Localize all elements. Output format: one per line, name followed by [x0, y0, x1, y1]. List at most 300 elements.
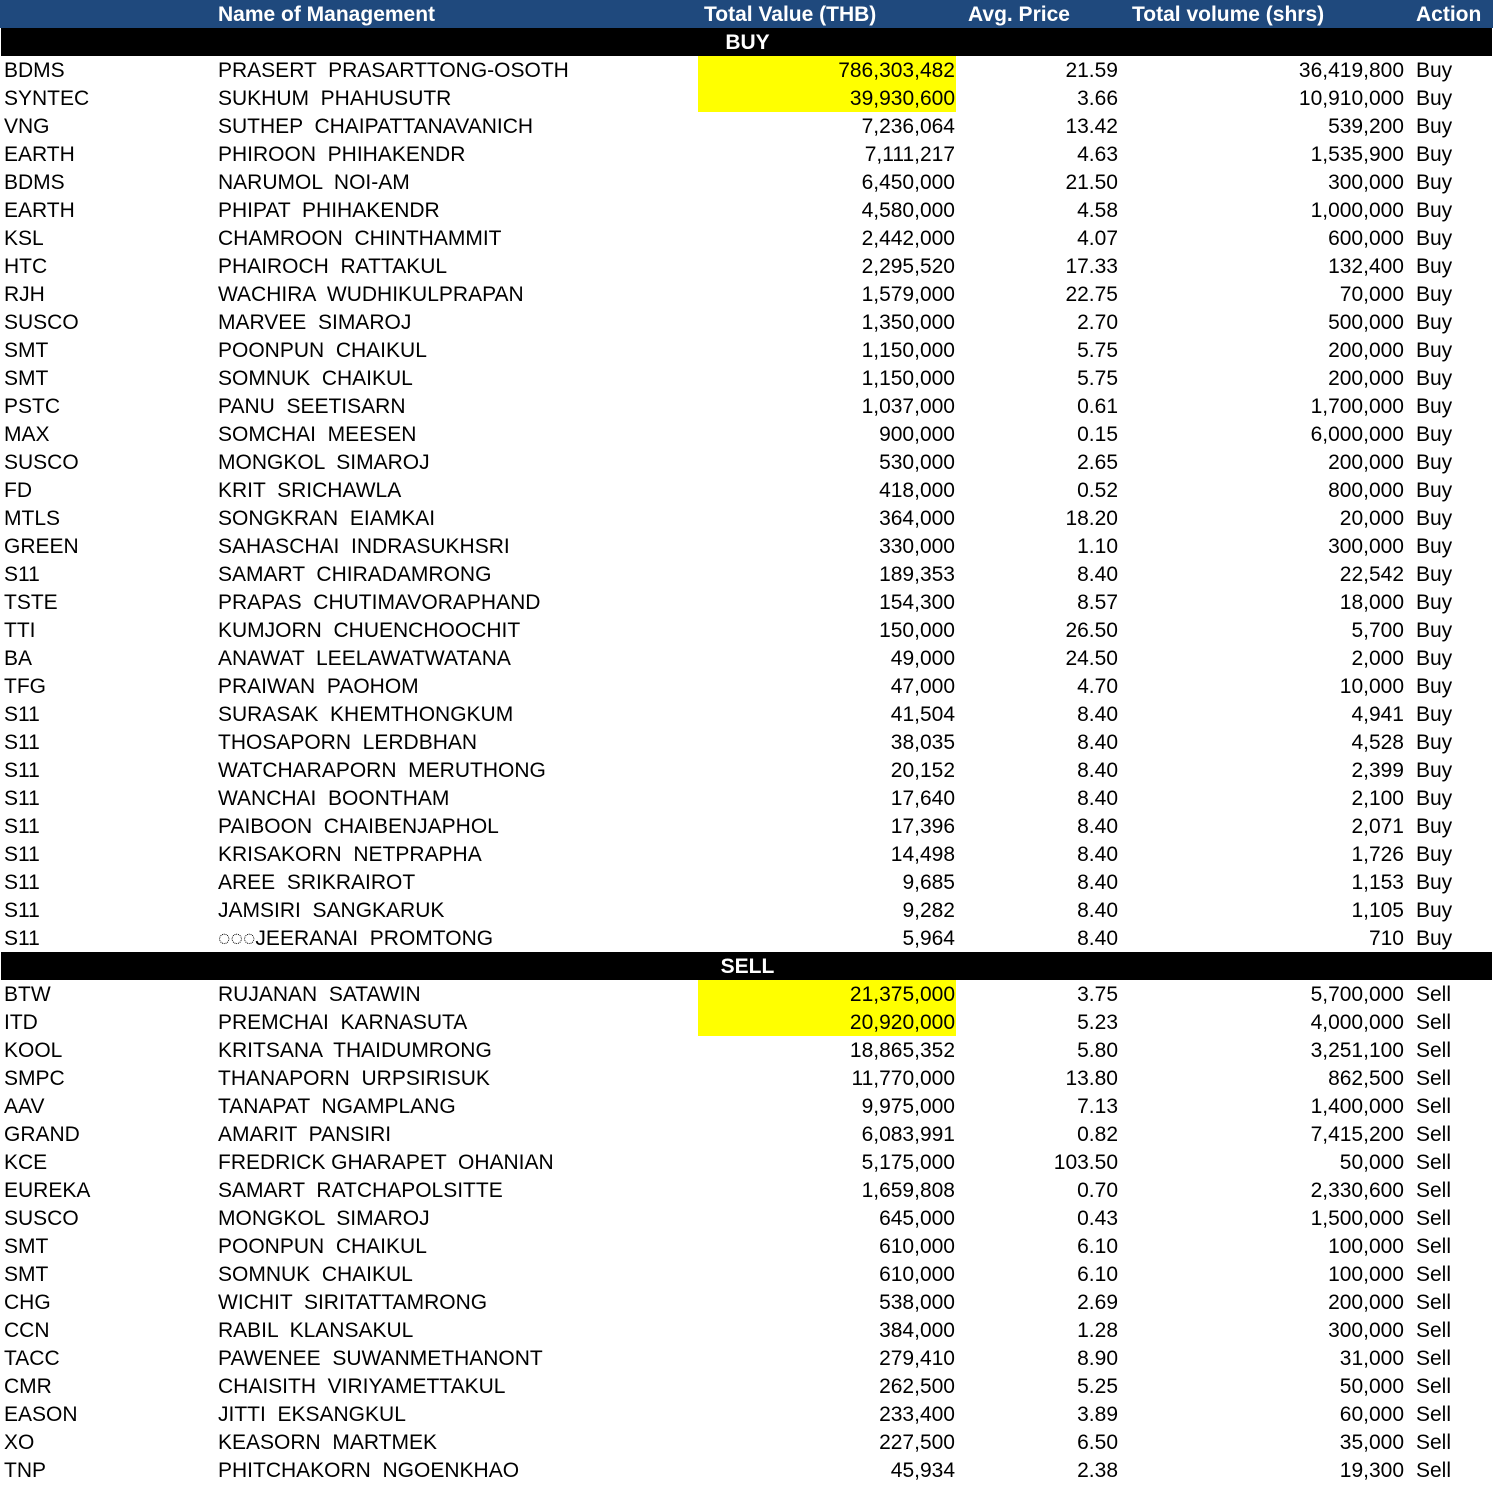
- total-value-cell: 1,659,808: [861, 1179, 955, 1202]
- total-value-cell: 9,685: [902, 871, 955, 894]
- table-row: [0, 644, 1493, 672]
- avg-price-cell: 1.10: [1077, 535, 1118, 558]
- total-value-cell: 5,964: [902, 927, 955, 950]
- total-value-cell: 364,000: [879, 507, 955, 530]
- name-cell: MONGKOL SIMAROJ: [218, 451, 430, 474]
- avg-price-cell: 21.50: [1065, 171, 1118, 194]
- action-cell: Sell: [1416, 1347, 1452, 1370]
- ticker-cell: SUSCO: [4, 451, 79, 474]
- table-row: [0, 84, 1493, 112]
- total-volume-cell: 5,700,000: [1310, 983, 1404, 1006]
- table-row: [0, 1372, 1493, 1400]
- name-cell: SOMNUK CHAIKUL: [218, 1263, 413, 1286]
- ticker-cell: ITD: [4, 1011, 38, 1034]
- total-volume-cell: 1,400,000: [1310, 1095, 1404, 1118]
- ticker-cell: TTI: [4, 619, 36, 642]
- avg-price-cell: 17.33: [1065, 255, 1118, 278]
- total-volume-cell: 19,300: [1339, 1459, 1404, 1482]
- avg-price-cell: 13.42: [1065, 115, 1118, 138]
- table-row: [0, 1456, 1493, 1484]
- ticker-cell: S11: [4, 731, 40, 754]
- avg-price-cell: 21.59: [1065, 59, 1118, 82]
- avg-price-cell: 6.50: [1077, 1431, 1118, 1454]
- ticker-cell: CMR: [4, 1375, 52, 1398]
- name-cell: JITTI EKSANGKUL: [218, 1403, 406, 1426]
- total-volume-cell: 862,500: [1328, 1067, 1404, 1090]
- ticker-cell: TSTE: [4, 591, 58, 614]
- total-value-cell: 41,504: [890, 703, 955, 726]
- name-cell: SAMART RATCHAPOLSITTE: [218, 1179, 503, 1202]
- avg-price-cell: 8.57: [1077, 591, 1118, 614]
- avg-price-cell: 8.90: [1077, 1347, 1118, 1370]
- total-volume-cell: 2,330,600: [1310, 1179, 1404, 1202]
- action-cell: Buy: [1416, 619, 1453, 642]
- name-cell: ANAWAT LEELAWATWATANA: [218, 647, 511, 670]
- name-cell: KRITSANA THAIDUMRONG: [218, 1039, 492, 1062]
- action-cell: Buy: [1416, 759, 1453, 782]
- avg-price-cell: 5.23: [1077, 1011, 1118, 1034]
- name-cell: KRIT SRICHAWLA: [218, 479, 402, 502]
- avg-price-cell: 0.70: [1077, 1179, 1118, 1202]
- total-volume-cell: 20,000: [1339, 507, 1404, 530]
- avg-price-cell: 8.40: [1077, 927, 1118, 950]
- total-value-cell: 1,150,000: [861, 367, 955, 390]
- table-row: [0, 980, 1493, 1008]
- table-row: [0, 392, 1493, 420]
- avg-price-cell: 4.07: [1077, 227, 1118, 250]
- name-cell: NARUMOL NOI-AM: [218, 171, 410, 194]
- action-cell: Buy: [1416, 143, 1453, 166]
- total-volume-cell: 4,941: [1351, 703, 1404, 726]
- total-volume-cell: 200,000: [1328, 1291, 1404, 1314]
- table-body: [0, 28, 1493, 1484]
- avg-price-cell: 2.65: [1077, 451, 1118, 474]
- ticker-cell: S11: [4, 843, 40, 866]
- avg-price-cell: 22.75: [1065, 283, 1118, 306]
- avg-price-cell: 0.43: [1077, 1207, 1118, 1230]
- ticker-cell: S11: [4, 899, 40, 922]
- table-row: [0, 1232, 1493, 1260]
- ticker-cell: SMPC: [4, 1067, 65, 1090]
- ticker-cell: S11: [4, 871, 40, 894]
- total-value-cell: 2,295,520: [861, 255, 955, 278]
- ticker-cell: SUSCO: [4, 311, 79, 334]
- total-volume-cell: 7,415,200: [1310, 1123, 1404, 1146]
- total-volume-cell: 132,400: [1328, 255, 1404, 278]
- ticker-cell: BDMS: [4, 171, 65, 194]
- table-row: [0, 700, 1493, 728]
- table-row: [0, 252, 1493, 280]
- avg-price-cell: 0.61: [1077, 395, 1118, 418]
- total-value-cell: 6,083,991: [861, 1123, 955, 1146]
- header-name: Name of Management: [218, 3, 436, 26]
- action-cell: Buy: [1416, 171, 1453, 194]
- total-volume-cell: 50,000: [1339, 1151, 1404, 1174]
- avg-price-cell: 5.75: [1077, 339, 1118, 362]
- avg-price-cell: 8.40: [1077, 899, 1118, 922]
- total-volume-cell: 2,000: [1351, 647, 1404, 670]
- ticker-cell: SMT: [4, 1235, 49, 1258]
- total-value-cell: 14,498: [890, 843, 955, 866]
- table-row: [0, 1316, 1493, 1344]
- table-row: [0, 560, 1493, 588]
- name-cell: SONGKRAN EIAMKAI: [218, 507, 436, 530]
- avg-price-cell: 7.13: [1077, 1095, 1118, 1118]
- name-cell: SOMNUK CHAIKUL: [218, 367, 413, 390]
- table-row: [0, 364, 1493, 392]
- table-row: [0, 448, 1493, 476]
- ticker-cell: BA: [4, 647, 33, 670]
- action-cell: Buy: [1416, 731, 1453, 754]
- header-action: Action: [1416, 3, 1482, 26]
- avg-price-cell: 8.40: [1077, 815, 1118, 838]
- action-cell: Buy: [1416, 367, 1453, 390]
- total-value-cell: 17,396: [890, 815, 955, 838]
- table-row: [0, 224, 1493, 252]
- avg-price-cell: 1.28: [1077, 1319, 1118, 1342]
- table-row: [0, 616, 1493, 644]
- header-total-volume: Total volume (shrs): [1132, 3, 1325, 26]
- ticker-cell: MAX: [4, 423, 50, 446]
- total-volume-cell: 1,726: [1351, 843, 1404, 866]
- action-cell: Buy: [1416, 591, 1453, 614]
- total-volume-cell: 1,700,000: [1310, 395, 1404, 418]
- total-value-cell: 900,000: [879, 423, 955, 446]
- table-row: [0, 1176, 1493, 1204]
- name-cell: SUTHEP CHAIPATTANAVANICH: [218, 115, 534, 138]
- ticker-cell: EUREKA: [4, 1179, 91, 1202]
- table-row: [0, 308, 1493, 336]
- total-volume-cell: 70,000: [1339, 283, 1404, 306]
- avg-price-cell: 2.70: [1077, 311, 1118, 334]
- action-cell: Buy: [1416, 87, 1453, 110]
- table-row: [0, 1064, 1493, 1092]
- total-value-cell: 7,111,217: [864, 143, 955, 166]
- action-cell: Buy: [1416, 815, 1453, 838]
- total-value-cell: 233,400: [879, 1403, 955, 1426]
- action-cell: Buy: [1416, 871, 1453, 894]
- action-cell: Buy: [1416, 535, 1453, 558]
- ticker-cell: VNG: [4, 115, 50, 138]
- avg-price-cell: 0.82: [1077, 1123, 1118, 1146]
- table-row: [0, 1204, 1493, 1232]
- total-volume-cell: 1,105: [1351, 899, 1404, 922]
- name-cell: PAWENEE SUWANMETHANONT: [218, 1347, 543, 1370]
- table-row: [0, 196, 1493, 224]
- total-value-cell: 9,975,000: [861, 1095, 955, 1118]
- name-cell: PANU SEETISARN: [218, 395, 406, 418]
- total-value-cell: 17,640: [890, 787, 955, 810]
- table-row: [0, 336, 1493, 364]
- name-cell: CHAMROON CHINTHAMMIT: [218, 227, 502, 250]
- action-cell: Sell: [1416, 1095, 1452, 1118]
- name-cell: THOSAPORN LERDBHAN: [218, 731, 478, 754]
- ticker-cell: SYNTEC: [4, 87, 90, 110]
- ticker-cell: S11: [4, 815, 40, 838]
- table-row: [0, 168, 1493, 196]
- total-value-cell: 5,175,000: [861, 1151, 955, 1174]
- table-row: [0, 532, 1493, 560]
- total-value-cell: 610,000: [879, 1263, 955, 1286]
- name-cell: WANCHAI BOONTHAM: [218, 787, 450, 810]
- ticker-cell: TACC: [4, 1347, 60, 1370]
- table-row: [0, 112, 1493, 140]
- ticker-cell: S11: [4, 563, 40, 586]
- avg-price-cell: 5.75: [1077, 367, 1118, 390]
- name-cell: SAHASCHAI INDRASUKHSRI: [218, 535, 510, 558]
- action-cell: Buy: [1416, 899, 1453, 922]
- action-cell: Buy: [1416, 59, 1453, 82]
- total-value-cell: 20,920,000: [698, 1008, 956, 1036]
- table-row: [0, 588, 1493, 616]
- total-volume-cell: 710: [1368, 927, 1404, 950]
- avg-price-cell: 18.20: [1065, 507, 1118, 530]
- action-cell: Sell: [1416, 1123, 1452, 1146]
- action-cell: Buy: [1416, 647, 1453, 670]
- ticker-cell: GRAND: [4, 1123, 80, 1146]
- action-cell: Buy: [1416, 927, 1453, 950]
- avg-price-cell: 8.40: [1077, 563, 1118, 586]
- avg-price-cell: 8.40: [1077, 703, 1118, 726]
- action-cell: Sell: [1416, 1039, 1452, 1062]
- ticker-cell: HTC: [4, 255, 48, 278]
- name-cell: WICHIT SIRITATTAMRONG: [218, 1291, 488, 1314]
- ticker-cell: TFG: [4, 675, 46, 698]
- total-volume-cell: 300,000: [1328, 171, 1404, 194]
- action-cell: Sell: [1416, 1431, 1452, 1454]
- total-volume-cell: 100,000: [1328, 1263, 1404, 1286]
- table-row: [0, 840, 1493, 868]
- total-value-cell: 38,035: [890, 731, 955, 754]
- ticker-cell: KCE: [4, 1151, 48, 1174]
- name-cell: FREDRICK GHARAPET OHANIAN: [218, 1151, 554, 1174]
- ticker-cell: S11: [4, 787, 40, 810]
- ticker-cell: CCN: [4, 1319, 50, 1342]
- total-value-cell: 20,152: [890, 759, 955, 782]
- ticker-cell: BDMS: [4, 59, 65, 82]
- total-volume-cell: 200,000: [1328, 451, 1404, 474]
- section-title: SELL: [720, 955, 775, 978]
- ticker-cell: EASON: [4, 1403, 78, 1426]
- ticker-cell: FD: [4, 479, 32, 502]
- total-volume-cell: 4,000,000: [1310, 1011, 1404, 1034]
- ticker-cell: SMT: [4, 367, 49, 390]
- name-cell: KEASORN MARTMEK: [218, 1431, 437, 1454]
- table-row: [0, 924, 1493, 952]
- action-cell: Buy: [1416, 339, 1453, 362]
- total-volume-cell: 1,500,000: [1310, 1207, 1404, 1230]
- table-row: [0, 1344, 1493, 1372]
- name-cell: AMARIT PANSIRI: [218, 1123, 392, 1146]
- avg-price-cell: 13.80: [1065, 1067, 1118, 1090]
- ticker-cell: PSTC: [4, 395, 61, 418]
- name-cell: SOMCHAI MEESEN: [218, 423, 417, 446]
- header-row: [0, 0, 1493, 28]
- total-value-cell: 262,500: [879, 1375, 955, 1398]
- avg-price-cell: 5.80: [1077, 1039, 1118, 1062]
- total-value-cell: 384,000: [879, 1319, 955, 1342]
- action-cell: Sell: [1416, 1375, 1452, 1398]
- action-cell: Buy: [1416, 843, 1453, 866]
- total-value-cell: 279,410: [879, 1347, 955, 1370]
- ticker-cell: EARTH: [4, 143, 75, 166]
- table-row: [0, 672, 1493, 700]
- action-cell: Buy: [1416, 227, 1453, 250]
- total-volume-cell: 3,251,100: [1310, 1039, 1404, 1062]
- name-cell: PRASERT PRASARTTONG-OSOTH: [218, 59, 569, 82]
- action-cell: Buy: [1416, 479, 1453, 502]
- total-volume-cell: 31,000: [1339, 1347, 1404, 1370]
- total-value-cell: 645,000: [879, 1207, 955, 1230]
- total-volume-cell: 35,000: [1339, 1431, 1404, 1454]
- total-value-cell: 47,000: [890, 675, 955, 698]
- table-row: [0, 476, 1493, 504]
- ticker-cell: S11: [4, 759, 40, 782]
- table-row: [0, 868, 1493, 896]
- name-cell: THANAPORN URPSIRISUK: [218, 1067, 490, 1090]
- total-value-cell: 11,770,000: [851, 1067, 955, 1090]
- total-value-cell: 4,580,000: [861, 199, 955, 222]
- table-row: [0, 140, 1493, 168]
- total-volume-cell: 800,000: [1328, 479, 1404, 502]
- total-volume-cell: 4,528: [1351, 731, 1404, 754]
- avg-price-cell: 6.10: [1077, 1263, 1118, 1286]
- total-volume-cell: 6,000,000: [1310, 423, 1404, 446]
- table-row: [0, 1120, 1493, 1148]
- total-value-cell: 45,934: [890, 1459, 955, 1482]
- total-volume-cell: 60,000: [1339, 1403, 1404, 1426]
- avg-price-cell: 8.40: [1077, 731, 1118, 754]
- total-volume-cell: 1,000,000: [1310, 199, 1404, 222]
- name-cell: KUMJORN CHUENCHOOCHIT: [218, 619, 521, 642]
- total-value-cell: 538,000: [879, 1291, 955, 1314]
- avg-price-cell: 0.15: [1077, 423, 1118, 446]
- name-cell: WATCHARAPORN MERUTHONG: [218, 759, 546, 782]
- total-value-cell: 189,353: [879, 563, 955, 586]
- name-cell: SURASAK KHEMTHONGKUM: [218, 703, 514, 726]
- action-cell: Sell: [1416, 1179, 1452, 1202]
- avg-price-cell: 103.50: [1053, 1151, 1118, 1174]
- table-row: [0, 1260, 1493, 1288]
- name-cell: ◌◌◌JEERANAI PROMTONG: [218, 927, 494, 950]
- total-volume-cell: 2,100: [1351, 787, 1404, 810]
- avg-price-cell: 8.40: [1077, 843, 1118, 866]
- name-cell: WACHIRA WUDHIKULPRAPAN: [218, 283, 524, 306]
- action-cell: Sell: [1416, 1011, 1452, 1034]
- name-cell: CHAISITH VIRIYAMETTAKUL: [218, 1375, 506, 1398]
- ticker-cell: EARTH: [4, 199, 75, 222]
- section-header-buy: [0, 28, 1493, 56]
- name-cell: AREE SRIKRAIROT: [218, 871, 416, 894]
- total-value-cell: 1,150,000: [861, 339, 955, 362]
- total-value-cell: 6,450,000: [861, 171, 955, 194]
- table-row: [0, 56, 1493, 84]
- table-row: [0, 1288, 1493, 1316]
- total-volume-cell: 10,910,000: [1298, 87, 1404, 110]
- total-volume-cell: 2,071: [1351, 815, 1404, 838]
- action-cell: Buy: [1416, 507, 1453, 530]
- avg-price-cell: 26.50: [1065, 619, 1118, 642]
- name-cell: JAMSIRI SANGKARUK: [218, 899, 445, 922]
- name-cell: PRAPAS CHUTIMAVORAPHAND: [218, 591, 541, 614]
- total-volume-cell: 200,000: [1328, 367, 1404, 390]
- action-cell: Sell: [1416, 1291, 1452, 1314]
- avg-price-cell: 4.58: [1077, 199, 1118, 222]
- header-avg-price: Avg. Price: [968, 3, 1070, 26]
- ticker-cell: KSL: [4, 227, 44, 250]
- total-volume-cell: 22,542: [1339, 563, 1404, 586]
- ticker-cell: MTLS: [4, 507, 61, 530]
- ticker-cell: RJH: [4, 283, 45, 306]
- total-volume-cell: 1,153: [1351, 871, 1404, 894]
- total-value-cell: 18,865,352: [849, 1039, 955, 1062]
- total-value-cell: 7,236,064: [861, 115, 955, 138]
- ticker-cell: SMT: [4, 1263, 49, 1286]
- table-row: [0, 784, 1493, 812]
- avg-price-cell: 3.66: [1077, 87, 1118, 110]
- name-cell: POONPUN CHAIKUL: [218, 1235, 427, 1258]
- total-value-cell: 150,000: [879, 619, 955, 642]
- table-row: [0, 1092, 1493, 1120]
- total-volume-cell: 36,419,800: [1298, 59, 1404, 82]
- ticker-cell: BTW: [4, 983, 51, 1006]
- section-title: BUY: [725, 31, 770, 54]
- total-volume-cell: 18,000: [1339, 591, 1404, 614]
- avg-price-cell: 6.10: [1077, 1235, 1118, 1258]
- table-row: [0, 1400, 1493, 1428]
- action-cell: Buy: [1416, 451, 1453, 474]
- total-value-cell: 39,930,600: [698, 84, 956, 112]
- total-value-cell: 530,000: [879, 451, 955, 474]
- total-value-cell: 2,442,000: [861, 227, 955, 250]
- avg-price-cell: 8.40: [1077, 871, 1118, 894]
- action-cell: Buy: [1416, 675, 1453, 698]
- total-value-cell: 1,579,000: [861, 283, 955, 306]
- name-cell: PHAIROCH RATTAKUL: [218, 255, 448, 278]
- action-cell: Buy: [1416, 199, 1453, 222]
- total-volume-cell: 500,000: [1328, 311, 1404, 334]
- action-cell: Buy: [1416, 283, 1453, 306]
- avg-price-cell: 2.69: [1077, 1291, 1118, 1314]
- action-cell: Buy: [1416, 563, 1453, 586]
- total-volume-cell: 1,535,900: [1310, 143, 1404, 166]
- name-cell: POONPUN CHAIKUL: [218, 339, 427, 362]
- name-cell: MARVEE SIMAROJ: [218, 311, 412, 334]
- ticker-cell: KOOL: [4, 1039, 63, 1062]
- name-cell: PHIPAT PHIHAKENDR: [218, 199, 440, 222]
- total-volume-cell: 50,000: [1339, 1375, 1404, 1398]
- table-row: [0, 896, 1493, 924]
- total-value-cell: 1,350,000: [861, 311, 955, 334]
- name-cell: PAIBOON CHAIBENJAPHOL: [218, 815, 499, 838]
- avg-price-cell: 3.75: [1077, 983, 1118, 1006]
- avg-price-cell: 2.38: [1077, 1459, 1118, 1482]
- ticker-cell: S11: [4, 703, 40, 726]
- action-cell: Sell: [1416, 1319, 1452, 1342]
- table-row: [0, 1036, 1493, 1064]
- avg-price-cell: 3.89: [1077, 1403, 1118, 1426]
- table-row: [0, 756, 1493, 784]
- action-cell: Buy: [1416, 255, 1453, 278]
- table-row: [0, 1008, 1493, 1036]
- total-value-cell: 154,300: [879, 591, 955, 614]
- avg-price-cell: 4.63: [1077, 143, 1118, 166]
- action-cell: Buy: [1416, 787, 1453, 810]
- action-cell: Buy: [1416, 703, 1453, 726]
- ticker-cell: S11: [4, 927, 40, 950]
- action-cell: Sell: [1416, 1263, 1452, 1286]
- total-value-cell: 49,000: [890, 647, 955, 670]
